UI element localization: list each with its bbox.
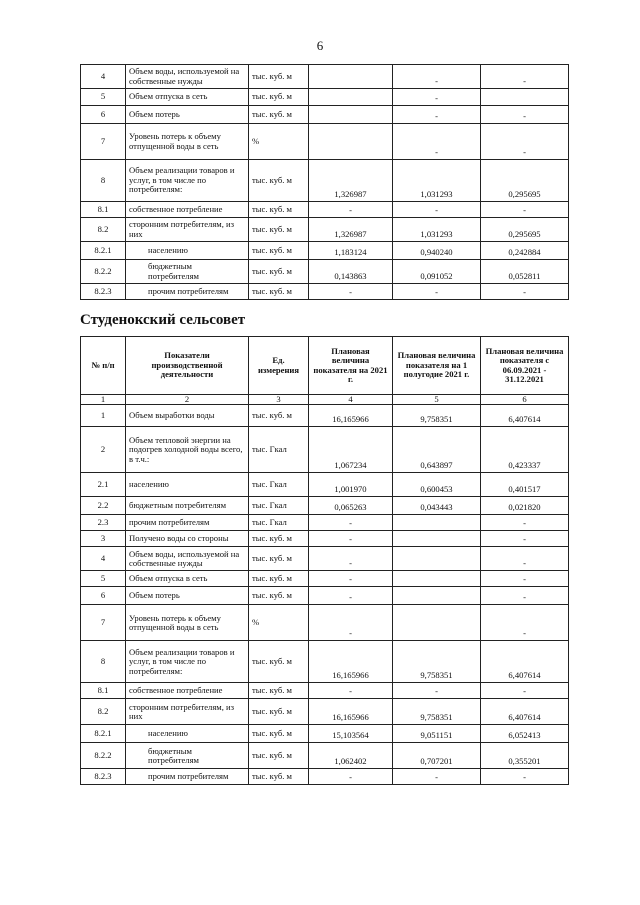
row-indicator: Объем реализации товаров и услуг, в том числе по потребителям: — [126, 641, 249, 683]
row-number: 6 — [81, 587, 126, 605]
row-value-period — [481, 89, 569, 106]
row-unit: тыс. Гкал — [249, 515, 309, 531]
row-number: 2 — [81, 427, 126, 473]
row-unit: тыс. куб. м — [249, 284, 309, 300]
row-indicator: Объем потерь — [126, 106, 249, 124]
row-indicator: Получено воды со стороны — [126, 531, 249, 547]
row-indicator: сторонним потребителям, из них — [126, 699, 249, 725]
row-indicator: Уровень потерь к объему отпущенной воды в сеть — [126, 124, 249, 160]
row-value-plan-year: 1,067234 — [309, 427, 393, 473]
row-number: 8.2.1 — [81, 725, 126, 743]
row-value-period: 0,295695 — [481, 218, 569, 242]
row-value-plan-year — [309, 89, 393, 106]
row-unit: % — [249, 124, 309, 160]
row-indicator: Объем отпуска в сеть — [126, 571, 249, 587]
row-number: 8.2.1 — [81, 242, 126, 260]
row-value-plan-year: 1,183124 — [309, 242, 393, 260]
row-indicator: собственное потребление — [126, 202, 249, 218]
row-unit: тыс. куб. м — [249, 743, 309, 769]
row-value-half-year: 0,091052 — [393, 260, 481, 284]
row-number: 6 — [81, 106, 126, 124]
table-row — [81, 547, 569, 571]
row-value-half-year: 9,758351 — [393, 405, 481, 427]
row-value-period: 6,052413 — [481, 725, 569, 743]
row-number: 8.2 — [81, 218, 126, 242]
table-studenok-body — [81, 405, 569, 785]
row-indicator: населению — [126, 725, 249, 743]
row-unit: тыс. куб. м — [249, 769, 309, 785]
row-indicator: Объем воды, используемой на собственные нужды — [126, 547, 249, 571]
row-value-plan-year — [309, 106, 393, 124]
row-indicator: Объем тепловой энергии на подогрев холодной воды всего, в т.ч.: — [126, 427, 249, 473]
row-unit: тыс. куб. м — [249, 699, 309, 725]
row-indicator: бюджетным потребителям — [126, 497, 249, 515]
table-row — [81, 699, 569, 725]
row-value-plan-year: - — [309, 515, 393, 531]
table-row — [81, 515, 569, 531]
row-value-half-year — [393, 531, 481, 547]
row-value-half-year: 0,707201 — [393, 743, 481, 769]
table-row — [81, 497, 569, 515]
row-value-half-year: 1,031293 — [393, 218, 481, 242]
row-value-half-year: 9,051151 — [393, 725, 481, 743]
row-value-period: - — [481, 769, 569, 785]
row-value-period: - — [481, 587, 569, 605]
row-indicator: Объем потерь — [126, 587, 249, 605]
section-title: Студенокский сельсовет — [80, 312, 246, 328]
table-studenok — [80, 336, 569, 785]
column-number-row — [81, 395, 569, 405]
row-value-plan-year: 0,143863 — [309, 260, 393, 284]
row-unit: тыс. куб. м — [249, 641, 309, 683]
row-number: 8.2.3 — [81, 284, 126, 300]
row-value-plan-year: - — [309, 547, 393, 571]
row-indicator: прочим потребителям — [126, 284, 249, 300]
row-number: 3 — [81, 531, 126, 547]
row-value-period: - — [481, 605, 569, 641]
row-value-half-year: - — [393, 65, 481, 89]
row-number: 4 — [81, 547, 126, 571]
table-row — [81, 65, 569, 89]
row-unit: тыс. Гкал — [249, 427, 309, 473]
row-value-period: 0,242884 — [481, 242, 569, 260]
row-unit: тыс. куб. м — [249, 202, 309, 218]
row-value-period: 0,355201 — [481, 743, 569, 769]
row-unit: тыс. куб. м — [249, 405, 309, 427]
table-row — [81, 587, 569, 605]
row-value-half-year: 9,758351 — [393, 699, 481, 725]
row-value-plan-year: 1,326987 — [309, 218, 393, 242]
table-continuation — [80, 64, 569, 300]
table-row — [81, 473, 569, 497]
row-value-plan-year: - — [309, 587, 393, 605]
row-value-period: - — [481, 284, 569, 300]
row-indicator: населению — [126, 242, 249, 260]
row-number: 7 — [81, 605, 126, 641]
row-indicator: бюджетным потребителям — [126, 260, 249, 284]
row-value-period: 0,021820 — [481, 497, 569, 515]
row-value-period: - — [481, 683, 569, 699]
row-unit: тыс. куб. м — [249, 725, 309, 743]
header-indicator: Показатели производственной деятельности — [126, 337, 249, 395]
row-unit: тыс. куб. м — [249, 260, 309, 284]
row-number: 8.1 — [81, 202, 126, 218]
row-unit: тыс. куб. м — [249, 547, 309, 571]
row-indicator: сторонним потребителям, из них — [126, 218, 249, 242]
table-row — [81, 202, 569, 218]
table-row — [81, 683, 569, 699]
row-number: 5 — [81, 89, 126, 106]
row-value-plan-year: - — [309, 571, 393, 587]
row-value-half-year: - — [393, 284, 481, 300]
row-value-half-year: - — [393, 106, 481, 124]
row-number: 1 — [81, 405, 126, 427]
row-value-plan-year: 1,326987 — [309, 160, 393, 202]
header-number: № п/п — [81, 337, 126, 395]
row-value-plan-year: 16,165966 — [309, 641, 393, 683]
row-value-plan-year: - — [309, 605, 393, 641]
page-number: 6 — [316, 38, 324, 53]
row-unit: тыс. куб. м — [249, 65, 309, 89]
table-row — [81, 124, 569, 160]
row-value-half-year — [393, 587, 481, 605]
row-value-plan-year: - — [309, 202, 393, 218]
row-value-half-year: 0,643897 — [393, 427, 481, 473]
table-row — [81, 725, 569, 743]
row-unit: тыс. куб. м — [249, 571, 309, 587]
header-unit: Ед. измерения — [249, 337, 309, 395]
row-indicator: прочим потребителям — [126, 515, 249, 531]
row-value-period: - — [481, 202, 569, 218]
row-value-plan-year: 0,065263 — [309, 497, 393, 515]
row-unit: тыс. куб. м — [249, 242, 309, 260]
table-row — [81, 531, 569, 547]
table-header-row — [81, 337, 569, 395]
table-row — [81, 284, 569, 300]
row-value-period: 0,401517 — [481, 473, 569, 497]
row-indicator: населению — [126, 473, 249, 497]
table-row — [81, 405, 569, 427]
row-value-period: - — [481, 531, 569, 547]
row-value-period: - — [481, 106, 569, 124]
row-value-plan-year: - — [309, 531, 393, 547]
col-number: 4 — [309, 395, 393, 405]
row-value-plan-year: - — [309, 769, 393, 785]
row-number: 2.2 — [81, 497, 126, 515]
table-row — [81, 571, 569, 587]
row-value-period: 6,407614 — [481, 405, 569, 427]
row-unit: % — [249, 605, 309, 641]
header-plan-year: Плановая величина показателя на 2021 г. — [309, 337, 393, 395]
row-indicator: собственное потребление — [126, 683, 249, 699]
col-number: 3 — [249, 395, 309, 405]
table-row — [81, 743, 569, 769]
row-number: 2.1 — [81, 473, 126, 497]
row-indicator: Уровень потерь к объему отпущенной воды в сеть — [126, 605, 249, 641]
row-value-plan-year: 15,103564 — [309, 725, 393, 743]
col-number: 2 — [126, 395, 249, 405]
row-value-half-year: 0,940240 — [393, 242, 481, 260]
col-number: 5 — [393, 395, 481, 405]
table-row — [81, 106, 569, 124]
table-row — [81, 641, 569, 683]
table-row — [81, 89, 569, 106]
row-number: 8.2.2 — [81, 260, 126, 284]
table-row — [81, 260, 569, 284]
row-unit: тыс. куб. м — [249, 218, 309, 242]
row-value-half-year: - — [393, 769, 481, 785]
row-unit: тыс. куб. м — [249, 587, 309, 605]
row-unit: тыс. куб. м — [249, 89, 309, 106]
row-value-plan-year: 1,001970 — [309, 473, 393, 497]
row-value-half-year: 9,758351 — [393, 641, 481, 683]
row-value-half-year: - — [393, 683, 481, 699]
row-number: 8.2.2 — [81, 743, 126, 769]
row-value-period: - — [481, 547, 569, 571]
row-unit: тыс. Гкал — [249, 473, 309, 497]
row-value-plan-year — [309, 124, 393, 160]
row-value-half-year: - — [393, 124, 481, 160]
table-row — [81, 242, 569, 260]
row-value-half-year: - — [393, 89, 481, 106]
row-value-half-year — [393, 515, 481, 531]
row-number: 2.3 — [81, 515, 126, 531]
row-value-plan-year: 16,165966 — [309, 405, 393, 427]
row-unit: тыс. Гкал — [249, 497, 309, 515]
row-number: 8 — [81, 641, 126, 683]
row-value-period: 6,407614 — [481, 699, 569, 725]
row-value-plan-year: - — [309, 284, 393, 300]
row-number: 4 — [81, 65, 126, 89]
row-indicator: Объем воды, используемой на собственные нужды — [126, 65, 249, 89]
row-value-plan-year — [309, 65, 393, 89]
row-value-period: 0,295695 — [481, 160, 569, 202]
row-value-period: - — [481, 65, 569, 89]
row-indicator: Объем реализации товаров и услуг, в том числе по потребителям: — [126, 160, 249, 202]
table-row — [81, 218, 569, 242]
header-plan-half-year: Плановая величина показателя на 1 полугодие 2021 г. — [393, 337, 481, 395]
row-value-period: 6,407614 — [481, 641, 569, 683]
row-value-half-year: 0,600453 — [393, 473, 481, 497]
row-number: 8.2.3 — [81, 769, 126, 785]
row-indicator: Объем отпуска в сеть — [126, 89, 249, 106]
table-row — [81, 605, 569, 641]
row-value-plan-year: 16,165966 — [309, 699, 393, 725]
row-indicator: бюджетным потребителям — [126, 743, 249, 769]
row-value-plan-year: 1,062402 — [309, 743, 393, 769]
row-value-half-year — [393, 605, 481, 641]
row-unit: тыс. куб. м — [249, 531, 309, 547]
header-plan-period: Плановая величина показателя с 06.09.2021 - 31.12.2021 — [481, 337, 569, 395]
col-number: 1 — [81, 395, 126, 405]
row-value-plan-year: - — [309, 683, 393, 699]
table-row — [81, 769, 569, 785]
row-value-period: - — [481, 124, 569, 160]
row-number: 7 — [81, 124, 126, 160]
col-number: 6 — [481, 395, 569, 405]
row-unit: тыс. куб. м — [249, 106, 309, 124]
table-row — [81, 160, 569, 202]
row-unit: тыс. куб. м — [249, 160, 309, 202]
row-number: 8 — [81, 160, 126, 202]
row-number: 5 — [81, 571, 126, 587]
row-number: 8.1 — [81, 683, 126, 699]
row-value-half-year — [393, 547, 481, 571]
row-value-period: - — [481, 571, 569, 587]
row-value-half-year: - — [393, 202, 481, 218]
row-number: 8.2 — [81, 699, 126, 725]
row-value-half-year: 0,043443 — [393, 497, 481, 515]
row-indicator: Объем выработки воды — [126, 405, 249, 427]
row-value-period: 0,052811 — [481, 260, 569, 284]
row-value-half-year: 1,031293 — [393, 160, 481, 202]
row-unit: тыс. куб. м — [249, 683, 309, 699]
row-indicator: прочим потребителям — [126, 769, 249, 785]
row-value-period: - — [481, 515, 569, 531]
table-continuation-body — [81, 65, 569, 300]
row-value-half-year — [393, 571, 481, 587]
row-value-period: 0,423337 — [481, 427, 569, 473]
table-row — [81, 427, 569, 473]
